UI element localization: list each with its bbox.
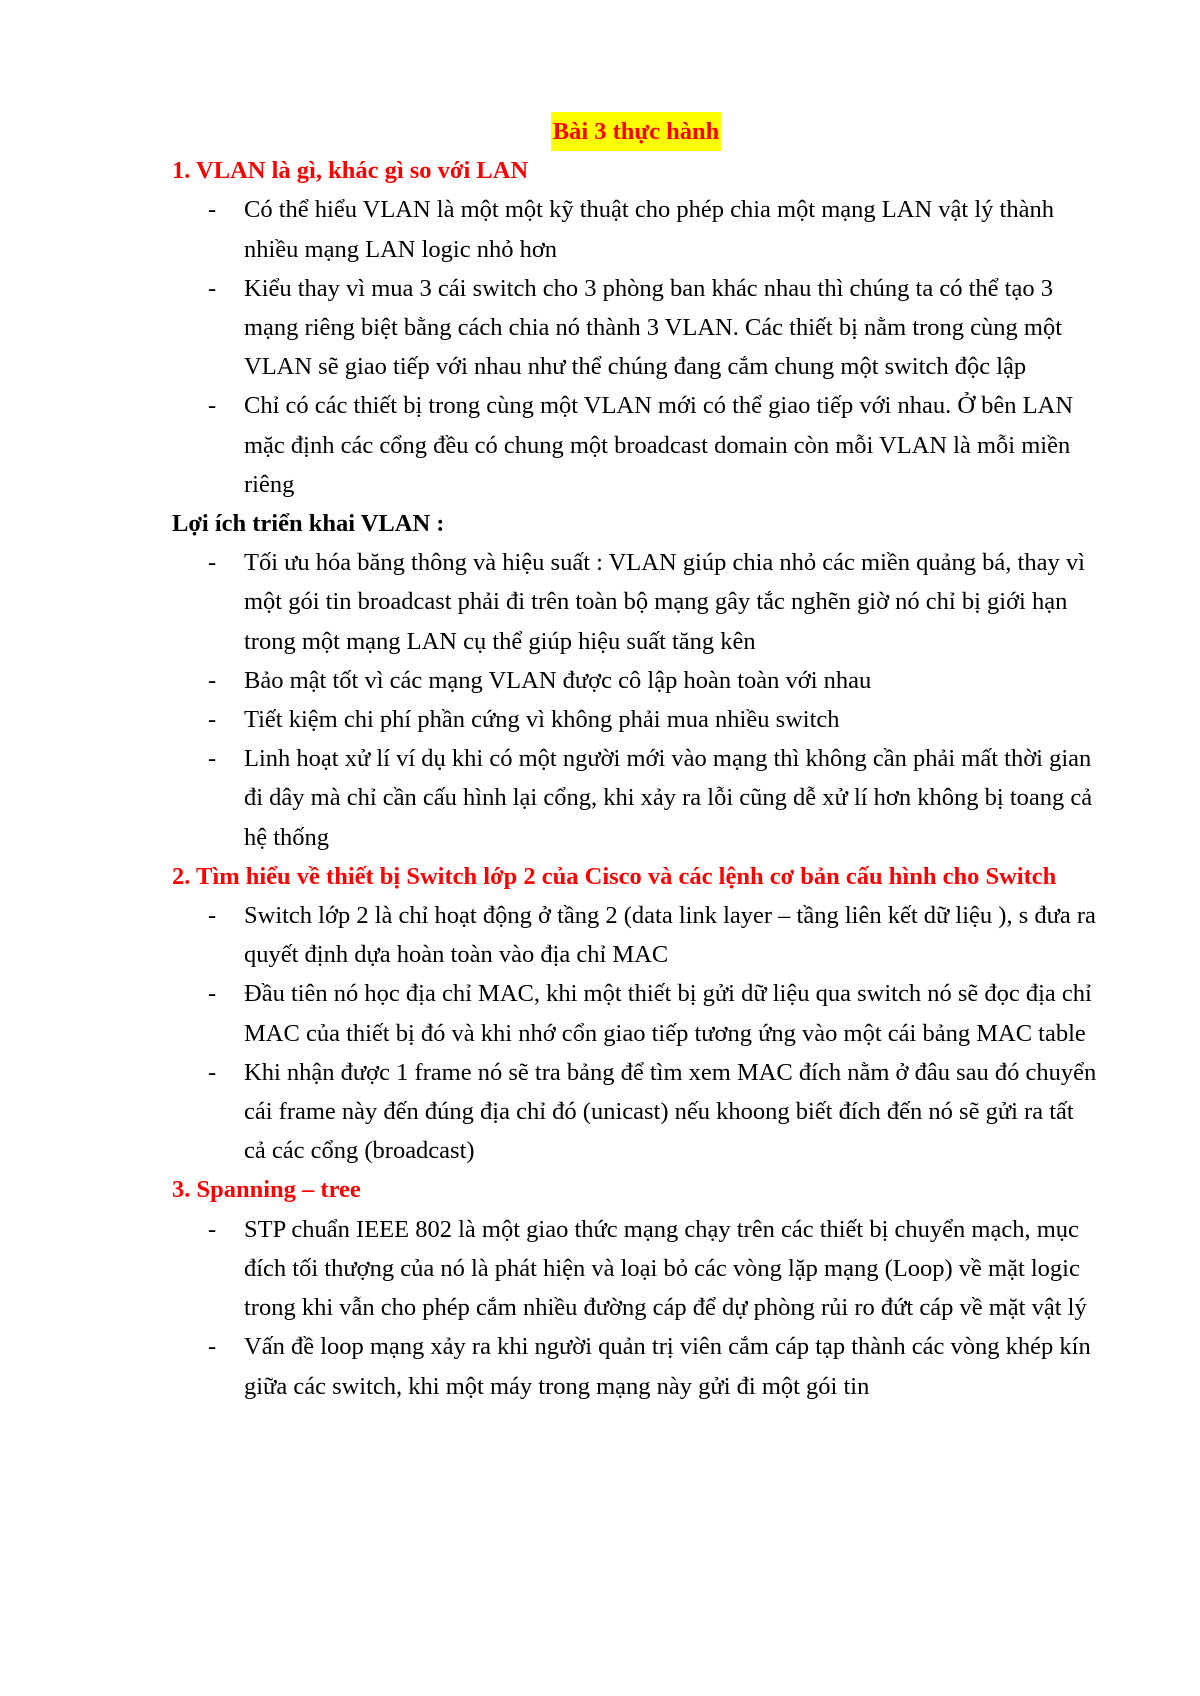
list-item: - Tiết kiệm chi phí phần cứng vì không phải mua nhiều switch [244,700,1100,739]
section-3-heading: 3. Spanning – tree [172,1176,361,1204]
list-item: - Vấn đề loop mạng xảy ra khi người quản trị viên cắm cáp tạp thành các vòng khép kín giữa các switch, khi một máy trong mạng này gửi đi một gói tin [244,1327,1100,1405]
list-item: - Tối ưu hóa băng thông và hiệu suất : VLAN giúp chia nhỏ các miền quảng bá, thay vì một gói tin broadcast phải đi trên toàn bộ mạng gây tắc nghẽn giờ nó chỉ bị giới hạn trong một mạng LAN cụ thể giúp hiệu suất tăng kên [244,543,1100,661]
list-item: - Kiểu thay vì mua 3 cái switch cho 3 phòng ban khác nhau thì chúng ta có thể tạo 3 mạng riêng biệt bằng cách chia nó thành 3 VLAN. Các thiết bị nằm trong cùng một VLAN sẽ giao tiếp với nhau như thể chúng đang cắm chung một switch độc lập [244,269,1100,387]
section-2-list [172,896,1100,1170]
section-3-list [172,1210,1100,1406]
list-item: - STP chuẩn IEEE 802 là một giao thức mạng chạy trên các thiết bị chuyển mạch, mục đích tối thượng của nó là phát hiện và loại bỏ các vòng lặp mạng (Loop) về mặt logic trong khi vẫn cho phép cắm nhiều đường cáp để dự phòng rủi ro đứt cáp về mặt vật lý [244,1210,1100,1328]
benefits-heading: Lợi ích triển khai VLAN : [172,510,445,538]
list-item: - Khi nhận được 1 frame nó sẽ tra bảng để tìm xem MAC đích nằm ở đâu sau đó chuyển cái frame này đến đúng địa chỉ đó (unicast) nếu khoong biết đích đến nó sẽ gửi ra tất cả các cổng (broadcast) [244,1053,1100,1171]
list-item: - Linh hoạt xử lí ví dụ khi có một người mới vào mạng thì không cần phải mất thời gian đi dây mà chỉ cần cấu hình lại cổng, khi xảy ra lỗi cũng dễ xử lí hơn không bị toang cả hệ thống [244,739,1100,857]
list-item: - Switch lớp 2 là chỉ hoạt động ở tầng 2 (data link layer – tầng liên kết dữ liệu ), s đưa ra quyết định dựa hoàn toàn vào địa chỉ MAC [244,896,1100,974]
section-1-list [172,190,1100,504]
list-item: - Chỉ có các thiết bị trong cùng một VLAN mới có thể giao tiếp với nhau. Ở bên LAN mặc định các cổng đều có chung một broadcast domain còn mỗi VLAN là mỗi miền riêng [244,386,1100,504]
document-title: Bài 3 thực hành [551,112,722,151]
list-item: - Có thể hiểu VLAN là một một kỹ thuật cho phép chia một mạng LAN vật lý thành nhiều mạng LAN logic nhỏ hơn [244,190,1100,268]
section-2-heading: 2. Tìm hiểu về thiết bị Switch lớp 2 của Cisco và các lệnh cơ bản cấu hình cho Switch [172,862,1057,890]
section-1-heading: 1. VLAN là gì, khác gì so với LAN [172,157,529,185]
benefits-list [172,543,1100,857]
title-line [172,112,1100,151]
list-item: - Bảo mật tốt vì các mạng VLAN được cô lập hoàn toàn với nhau [244,661,1100,700]
list-item: - Đầu tiên nó học địa chỉ MAC, khi một thiết bị gửi dữ liệu qua switch nó sẽ đọc địa chỉ MAC của thiết bị đó và khi nhớ cổn giao tiếp tương ứng vào một cái bảng MAC table [244,974,1100,1052]
